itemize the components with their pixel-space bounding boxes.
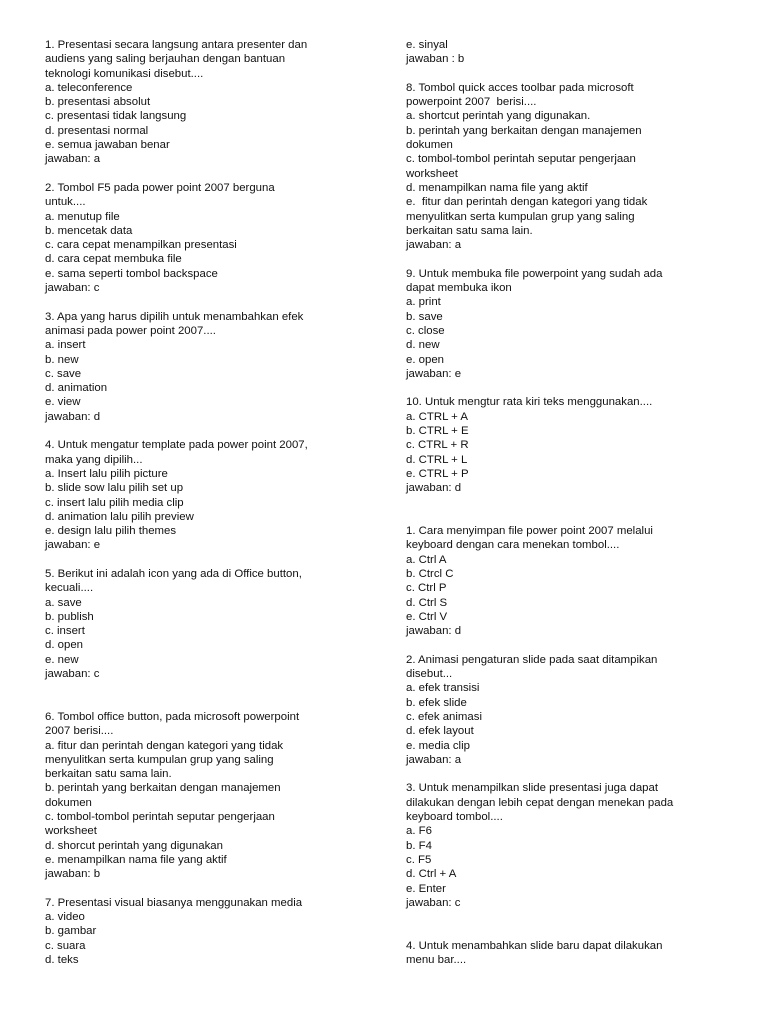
answer-line: jawaban : b	[406, 53, 465, 66]
option-line: c. insert lalu pilih media clip	[45, 496, 184, 509]
answer-line: jawaban: d	[45, 410, 101, 423]
answer-line: jawaban: c	[45, 668, 100, 681]
question-text-line: dapat membuka ikon	[406, 282, 512, 295]
option-line: a. fitur dan perintah dengan kategori yang tidak	[45, 739, 284, 752]
question-text-line: 3. Apa yang harus dipilih untuk menambahkan efek	[45, 310, 304, 323]
question-block	[45, 310, 375, 424]
spacer	[45, 882, 375, 896]
question-text-line: maka yang dipilih...	[45, 453, 143, 466]
option-line: c. close	[406, 324, 445, 337]
option-line: e. sinyal	[406, 39, 448, 51]
question-text-line: 1. Presentasi secara langsung antara presenter dan	[45, 39, 308, 51]
answer-line: jawaban: c	[45, 282, 100, 295]
question-text-line: untuk....	[45, 196, 86, 209]
spacer	[45, 424, 375, 438]
option-line: c. Ctrl P	[406, 582, 447, 595]
option-line: e. Ctrl V	[406, 610, 448, 623]
option-line: a. insert	[45, 339, 86, 352]
question-text-line: teknologi komunikasi disebut....	[45, 67, 204, 80]
right-column	[406, 38, 736, 967]
option-line: d. cara cepat membuka file	[45, 253, 182, 266]
option-line: e. CTRL + P	[406, 467, 469, 480]
option-line: d. CTRL + L	[406, 453, 468, 466]
option-line: e. media clip	[406, 739, 470, 752]
option-line: c. save	[45, 367, 82, 380]
option-line: e. design lalu pilih themes	[45, 525, 177, 538]
answer-line: jawaban: a	[406, 753, 462, 766]
question-text-line: menyulitkan serta kumpulan grup yang saling	[406, 210, 635, 223]
question-block	[406, 939, 736, 968]
question-text-line: audiens yang saling berjauhan dengan bantuan	[45, 53, 286, 66]
question-block	[406, 781, 736, 910]
option-line: b. perintah yang berkaitan dengan manajemen	[45, 782, 281, 795]
option-line: d. animation lalu pilih preview	[45, 510, 194, 523]
option-line: d. teks	[45, 954, 79, 966]
question-text-line: 2007 berisi....	[45, 725, 114, 738]
option-line: a. F6	[406, 825, 432, 838]
question-block	[406, 267, 736, 381]
spacer	[45, 295, 375, 309]
option-line: a. CTRL + A	[406, 410, 468, 423]
question-text-line: 7. Presentasi visual biasanya menggunakan media	[45, 896, 303, 909]
question-text-line: 4. Untuk mengatur template pada power point 2007,	[45, 439, 308, 452]
option-line: a. efek transisi	[406, 682, 480, 695]
option-line: e. view	[45, 396, 81, 409]
option-line: e. menampilkan nama file yang aktif	[45, 853, 227, 866]
spacer	[45, 553, 375, 567]
question-text-line: 6. Tombol office button, pada microsoft powerpoint	[45, 710, 300, 723]
question-text-line: menyulitkan serta kumpulan grup yang saling	[45, 753, 274, 766]
option-line: a. video	[45, 911, 85, 924]
option-line: a. teleconference	[45, 81, 133, 94]
question-block	[45, 896, 375, 967]
question-text-line: powerpoint 2007 berisi....	[406, 96, 537, 109]
question-block	[406, 524, 736, 638]
option-line: b. efek slide	[406, 696, 467, 709]
answer-line: jawaban: d	[406, 482, 462, 495]
option-line: a. shortcut perintah yang digunakan.	[406, 110, 591, 123]
option-line: c. tombol-tombol perintah seputar pengerjaan	[406, 153, 636, 166]
question-text-line: disebut...	[406, 668, 453, 681]
option-line: d. shorcut perintah yang digunakan	[45, 839, 223, 852]
question-block	[45, 567, 375, 681]
option-line: b. Ctrcl C	[406, 567, 454, 580]
option-line: e. Enter	[406, 882, 446, 895]
answer-line: jawaban: e	[406, 367, 462, 380]
option-line: d. Ctrl + A	[406, 868, 457, 881]
question-text-line: keyboard tombol....	[406, 811, 503, 824]
option-line: d. presentasi normal	[45, 124, 149, 137]
question-block	[406, 81, 736, 253]
option-line: b. save	[406, 310, 443, 323]
option-line: c. tombol-tombol perintah seputar pengerjaan	[45, 811, 275, 824]
option-line: b. F4	[406, 839, 432, 852]
question-text-line: 1. Cara menyimpan file power point 2007 melalui	[406, 525, 653, 538]
question-text-line: 4. Untuk menambahkan slide baru dapat dilakukan	[406, 939, 663, 952]
option-line: d. efek layout	[406, 725, 474, 738]
question-text-line: dokumen	[45, 796, 92, 809]
option-line: e. new	[45, 653, 79, 666]
answer-line: jawaban: c	[406, 896, 461, 909]
option-line: a. Insert lalu pilih picture	[45, 467, 168, 480]
answer-line: jawaban: d	[406, 625, 462, 638]
question-block	[406, 653, 736, 767]
option-line: b. slide sow lalu pilih set up	[45, 482, 184, 495]
option-line: b. CTRL + E	[406, 425, 469, 438]
question-text-line: keyboard dengan cara menekan tombol....	[406, 539, 620, 552]
spacer	[45, 681, 375, 710]
question-text-line: berkaitan satu sama lain.	[45, 768, 172, 781]
option-line: b. publish	[45, 610, 94, 623]
option-line: d. menampilkan nama file yang aktif	[406, 181, 588, 194]
question-text-line: 2. Tombol F5 pada power point 2007 berguna	[45, 181, 275, 194]
spacer	[406, 496, 736, 525]
option-line: e. fitur dan perintah dengan kategori yang tidak	[406, 196, 648, 209]
option-line: c. suara	[45, 939, 86, 952]
spacer	[406, 67, 736, 81]
question-block	[45, 38, 375, 167]
option-line: e. semua jawaban benar	[45, 139, 170, 152]
option-line: b. gambar	[45, 925, 97, 938]
question-text-line: 8. Tombol quick acces toolbar pada microsoft	[406, 81, 634, 94]
question-block	[45, 181, 375, 295]
option-line: e. sama seperti tombol backspace	[45, 267, 218, 280]
question-text-line: dilakukan dengan lebih cepat dengan menekan pada	[406, 796, 674, 809]
question-block	[45, 438, 375, 552]
option-line: c. efek animasi	[406, 710, 482, 723]
option-line: b. mencetak data	[45, 224, 133, 237]
question-text-line: 3. Untuk menampilkan slide presentasi juga dapat	[406, 782, 659, 795]
question-text-line: 9. Untuk membuka file powerpoint yang sudah ada	[406, 267, 663, 280]
option-line: b. new	[45, 353, 79, 366]
question-block	[45, 710, 375, 882]
option-line: c. presentasi tidak langsung	[45, 110, 187, 123]
option-line: e. open	[406, 353, 445, 366]
question-text-line: dokumen	[406, 139, 453, 152]
question-text-line: worksheet	[406, 167, 458, 180]
question-text-line: kecuali....	[45, 582, 94, 595]
option-line: a. print	[406, 296, 441, 309]
question-block	[406, 38, 736, 67]
option-line: d. open	[45, 639, 84, 652]
answer-line: jawaban: a	[406, 239, 462, 252]
spacer	[406, 910, 736, 939]
left-column	[45, 38, 375, 967]
option-line: d. Ctrl S	[406, 596, 448, 609]
question-text-line: animasi pada power point 2007....	[45, 324, 216, 337]
spacer	[406, 638, 736, 652]
answer-line: jawaban: a	[45, 153, 101, 166]
question-text-line: 5. Berikut ini adalah icon yang ada di Office button,	[45, 567, 302, 580]
option-line: c. insert	[45, 625, 85, 638]
question-block	[406, 395, 736, 495]
answer-line: jawaban: b	[45, 868, 101, 881]
option-line: c. cara cepat menampilkan presentasi	[45, 239, 237, 252]
question-text-line: 2. Animasi pengaturan slide pada saat ditampikan	[406, 653, 658, 666]
question-text-line: worksheet	[45, 825, 97, 838]
option-line: c. CTRL + R	[406, 439, 469, 452]
spacer	[406, 767, 736, 781]
answer-line: jawaban: e	[45, 539, 101, 552]
option-line: b. presentasi absolut	[45, 96, 151, 109]
option-line: a. menutup file	[45, 210, 120, 223]
spacer	[45, 167, 375, 181]
question-text-line: menu bar....	[406, 954, 467, 966]
spacer	[406, 381, 736, 395]
option-line: a. Ctrl A	[406, 553, 447, 566]
option-line: d. animation	[45, 382, 108, 395]
option-line: d. new	[406, 339, 440, 352]
spacer	[406, 252, 736, 266]
option-line: b. perintah yang berkaitan dengan manajemen	[406, 124, 642, 137]
question-text-line: berkaitan satu sama lain.	[406, 224, 533, 237]
question-text-line: 10. Untuk mengtur rata kiri teks menggunakan....	[406, 396, 653, 409]
option-line: c. F5	[406, 853, 432, 866]
option-line: a. save	[45, 596, 82, 609]
